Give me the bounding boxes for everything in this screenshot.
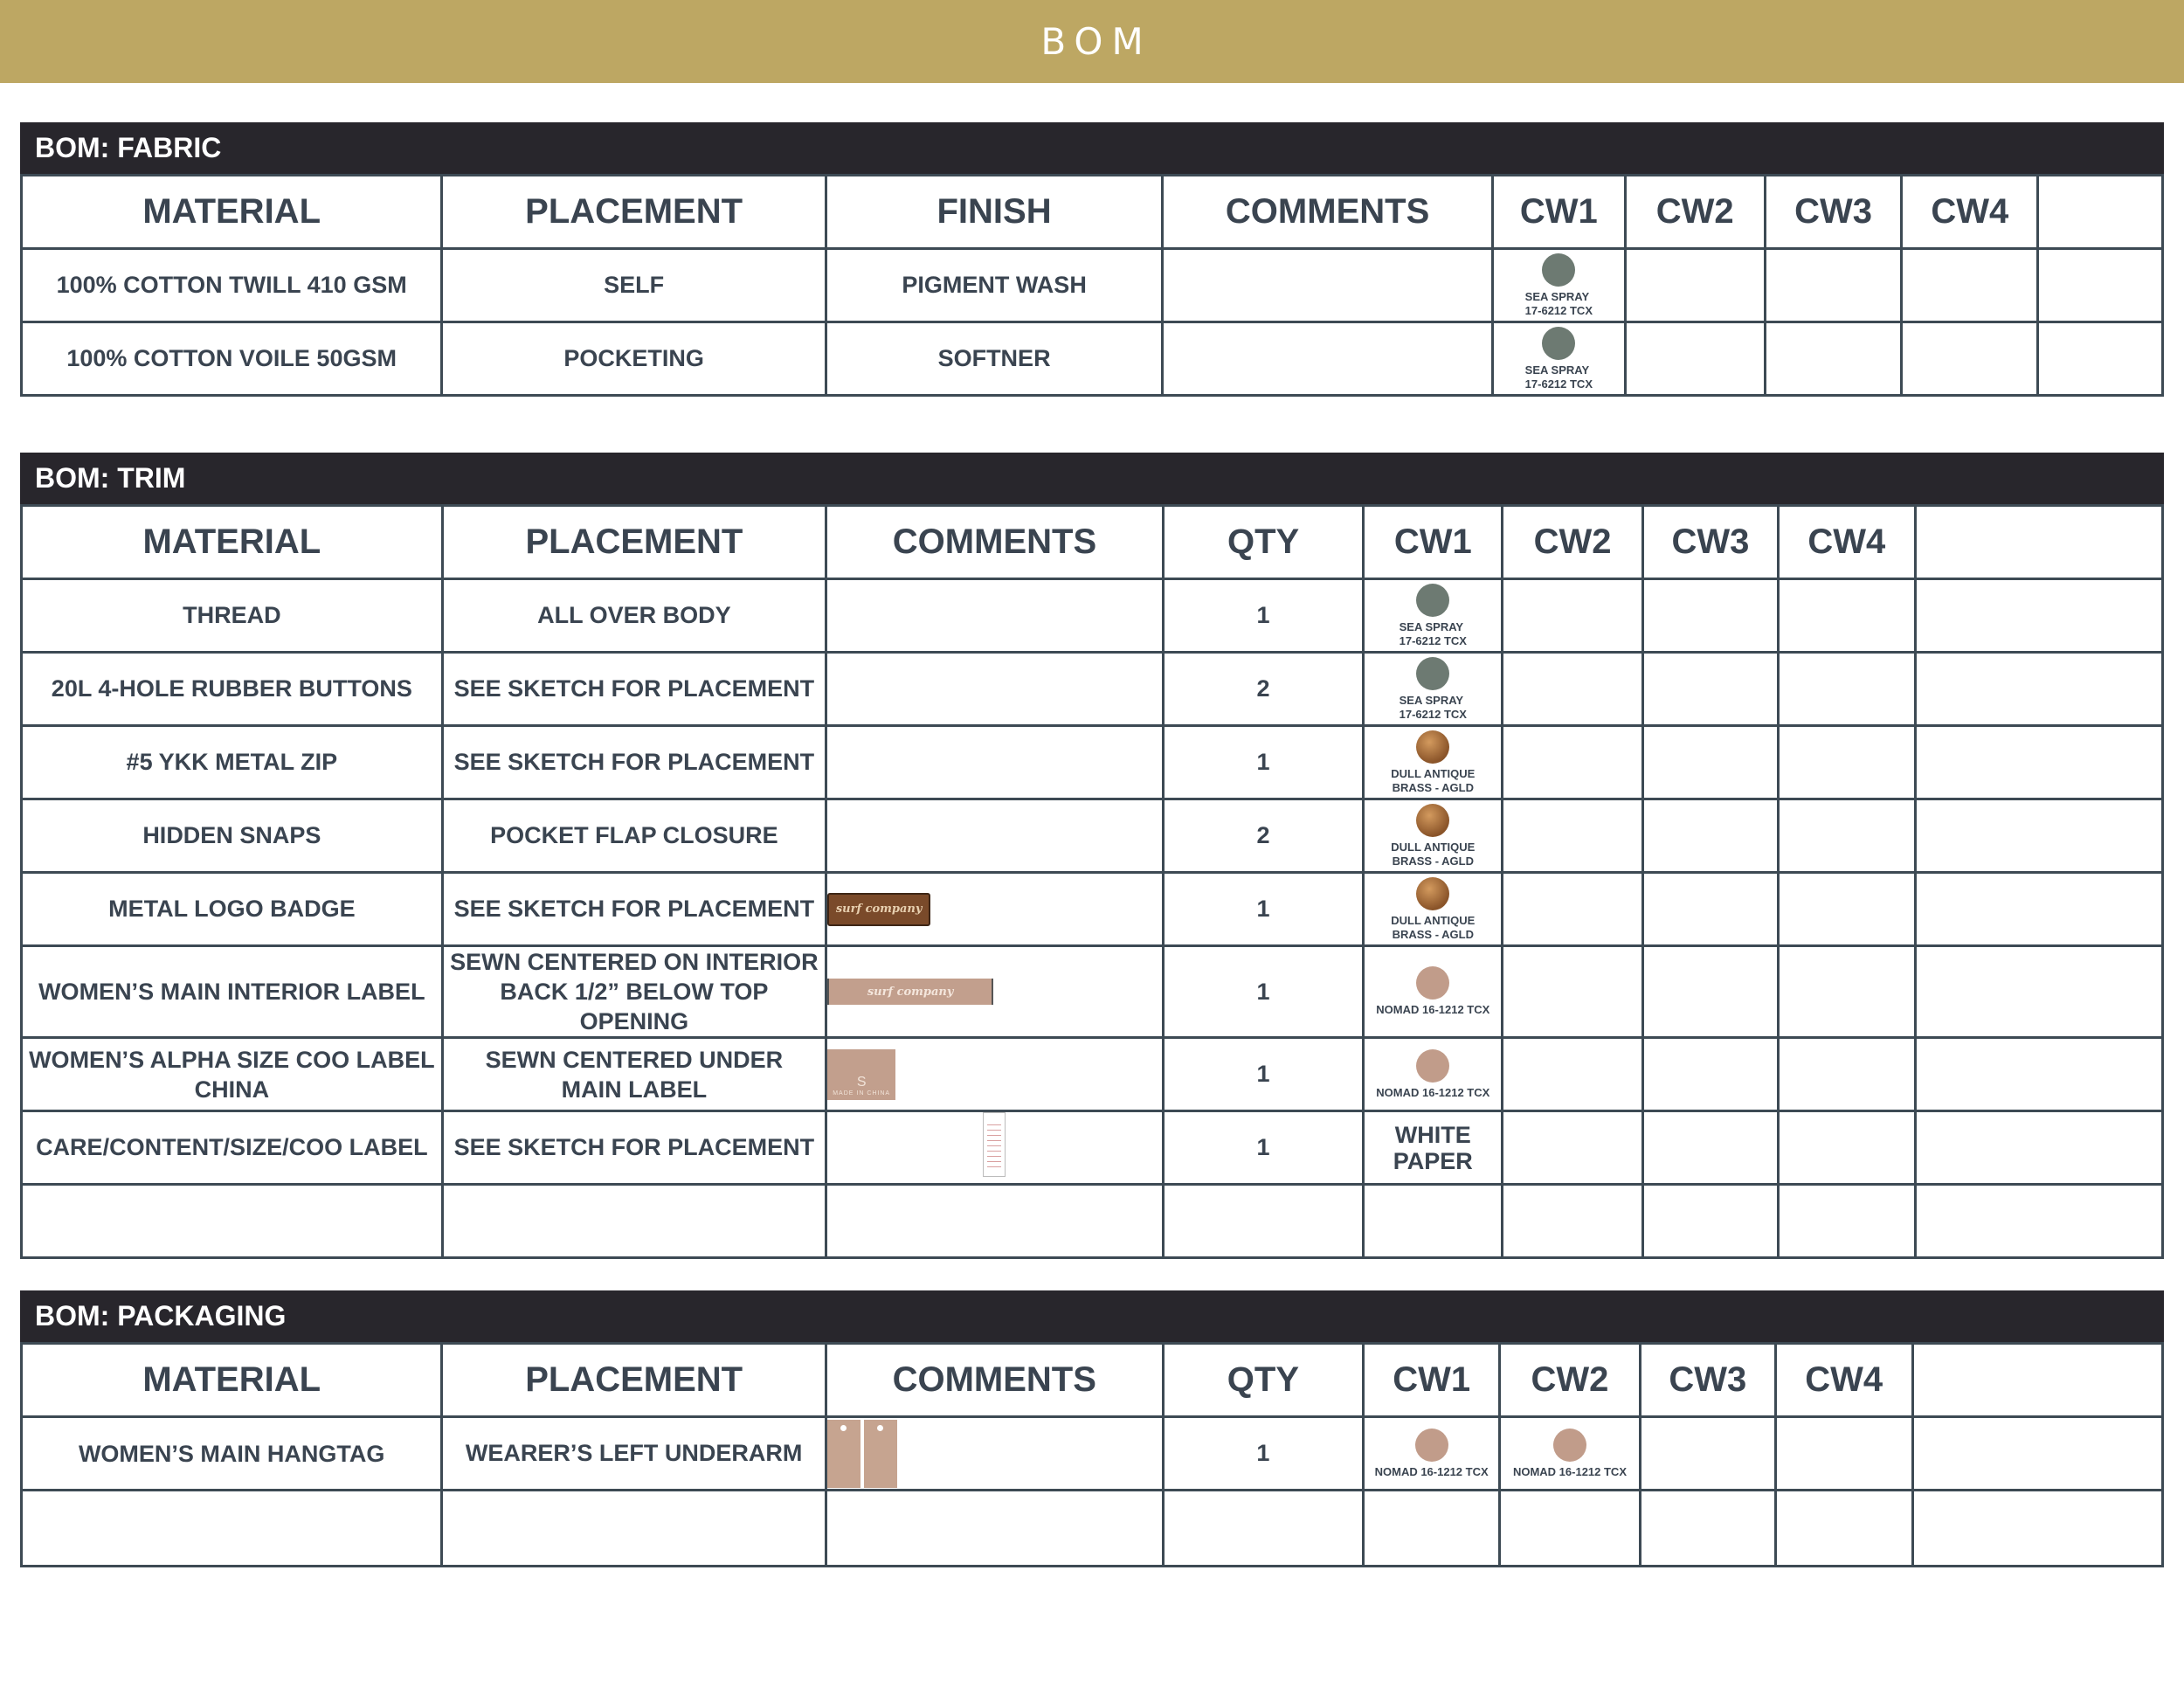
swatch-label: SEA SPRAY	[1399, 693, 1464, 707]
cw1-cell	[1492, 322, 1625, 396]
cw4-cell	[1902, 249, 2038, 322]
cw1-cell	[1364, 873, 1503, 946]
qty-cell: 1	[1163, 579, 1364, 653]
extra-cell	[1915, 799, 2162, 873]
swatch-code: BRASS - AGLD	[1392, 854, 1474, 868]
placement-cell: SEE SKETCH FOR PLACEMENT	[442, 726, 826, 799]
metal-badge-image	[827, 893, 930, 926]
extra-cell	[2038, 322, 2163, 396]
swatch-code: BRASS - AGLD	[1392, 780, 1474, 794]
table-row	[22, 1038, 2163, 1111]
cw3-cell	[1643, 1038, 1779, 1111]
qty-cell: 2	[1163, 653, 1364, 726]
cw2-cell	[1625, 322, 1765, 396]
cw1-line: PAPER	[1393, 1147, 1473, 1174]
cw2-cell	[1503, 579, 1643, 653]
swatch-code: 17-6212 TCX	[1524, 303, 1593, 317]
col-header-placement: PLACEMENT	[442, 176, 826, 249]
col-header-cw3: CW3	[1640, 1344, 1775, 1417]
page-header	[0, 0, 2184, 83]
swatch-label: DULL ANTIQUE	[1391, 840, 1476, 854]
table-row-empty	[22, 1491, 2163, 1567]
cw3-cell	[1643, 579, 1779, 653]
extra-cell	[1912, 1417, 2162, 1491]
placement-cell: SEE SKETCH FOR PLACEMENT	[442, 1111, 826, 1185]
size-label-coo-text: MADE IN CHINA	[833, 1090, 891, 1097]
col-header-placement: PLACEMENT	[442, 1344, 826, 1417]
col-header-qty: QTY	[1163, 1344, 1364, 1417]
extra-cell	[1915, 653, 2162, 726]
col-header-cw3: CW3	[1765, 176, 1902, 249]
material-cell: 100% COTTON VOILE 50GSM	[22, 322, 442, 396]
cw3-cell	[1765, 249, 1902, 322]
woven-label-text: surf company	[867, 985, 954, 999]
cw1-cell	[1364, 1417, 1500, 1491]
cw3-cell	[1765, 322, 1902, 396]
nomad-swatch	[1416, 966, 1449, 1000]
sea-spray-swatch	[1416, 657, 1449, 690]
page-title: BOM	[1040, 20, 1152, 63]
cw3-cell	[1643, 1111, 1779, 1185]
swatch-label: SEA SPRAY	[1399, 619, 1464, 633]
brass-swatch	[1416, 804, 1449, 837]
comments-cell	[1163, 249, 1493, 322]
cw1-cell	[1364, 1038, 1503, 1111]
col-header-cw1: CW1	[1364, 1344, 1500, 1417]
cw1-cell	[1364, 653, 1503, 726]
table-row-empty	[22, 1185, 2163, 1258]
col-header-extra	[2038, 176, 2163, 249]
table-row	[22, 653, 2163, 726]
qty-cell: 1	[1163, 1038, 1364, 1111]
material-cell: 100% COTTON TWILL 410 GSM	[22, 249, 442, 322]
comments-cell	[826, 873, 1164, 946]
comments-cell	[826, 799, 1164, 873]
swatch-label: DULL ANTIQUE	[1391, 913, 1476, 927]
cw4-cell	[1778, 946, 1915, 1038]
brass-swatch	[1416, 877, 1449, 910]
material-cell: CARE/CONTENT/SIZE/COO LABEL	[22, 1111, 443, 1185]
cw4-cell	[1778, 873, 1915, 946]
material-cell: 20L 4-HOLE RUBBER BUTTONS	[22, 653, 443, 726]
material-cell: METAL LOGO BADGE	[22, 873, 443, 946]
woven-label-image	[827, 979, 993, 1005]
cw1-line: WHITE	[1394, 1121, 1471, 1148]
extra-cell	[1915, 1038, 2162, 1111]
hangtag-front	[827, 1420, 860, 1488]
size-label-image	[827, 1049, 895, 1100]
placement-cell: POCKET FLAP CLOSURE	[442, 799, 826, 873]
placement-cell: WEARER’S LEFT UNDERARM	[442, 1417, 826, 1491]
extra-cell	[1915, 726, 2162, 799]
material-cell: WOMEN’S MAIN HANGTAG	[22, 1417, 442, 1491]
cw3-cell	[1643, 799, 1779, 873]
col-header-material: MATERIAL	[22, 1344, 442, 1417]
comments-cell	[826, 946, 1164, 1038]
material-line: WOMEN’S ALPHA SIZE COO LABEL	[29, 1046, 435, 1073]
qty-cell: 1	[1163, 726, 1364, 799]
table-row	[22, 249, 2163, 322]
swatch-label: NOMAD 16-1212 TCX	[1376, 1003, 1490, 1016]
placement-line: BACK 1/2” BELOW TOP OPENING	[500, 979, 769, 1034]
trim-table	[20, 504, 2164, 1259]
placement-cell: ALL OVER BODY	[442, 579, 826, 653]
cw4-cell	[1778, 579, 1915, 653]
cw1-cell	[1364, 579, 1503, 653]
cw2-cell	[1503, 799, 1643, 873]
care-label-image	[983, 1112, 1006, 1177]
col-header-comments: COMMENTS	[1163, 176, 1493, 249]
placement-line: MAIN LABEL	[561, 1076, 708, 1103]
hangtag-image	[827, 1420, 1162, 1488]
swatch-label: SEA SPRAY	[1524, 289, 1590, 303]
comments-cell	[826, 653, 1164, 726]
size-label-size-text: S	[856, 1074, 867, 1090]
trim-section-title: BOM: TRIM	[20, 453, 2164, 504]
cw4-cell	[1778, 726, 1915, 799]
comments-cell	[826, 1111, 1164, 1185]
finish-cell: SOFTNER	[826, 322, 1162, 396]
col-header-comments: COMMENTS	[826, 1344, 1163, 1417]
col-header-cw4: CW4	[1778, 506, 1915, 579]
comments-cell	[826, 726, 1164, 799]
packaging-section-title: BOM: PACKAGING	[20, 1290, 2164, 1342]
placement-line: SEWN CENTERED ON INTERIOR	[450, 949, 819, 975]
sea-spray-swatch	[1542, 253, 1575, 287]
comments-cell	[826, 579, 1164, 653]
sea-spray-swatch	[1416, 584, 1449, 617]
cw1-cell	[1364, 946, 1503, 1038]
material-cell: HIDDEN SNAPS	[22, 799, 443, 873]
finish-cell: PIGMENT WASH	[826, 249, 1162, 322]
comments-cell	[1163, 322, 1493, 396]
material-cell: #5 YKK METAL ZIP	[22, 726, 443, 799]
col-header-extra	[1915, 506, 2162, 579]
col-header-cw4: CW4	[1902, 176, 2038, 249]
placement-cell: SEE SKETCH FOR PLACEMENT	[442, 653, 826, 726]
table-row	[22, 946, 2163, 1038]
col-header-cw2: CW2	[1625, 176, 1765, 249]
qty-cell: 2	[1163, 799, 1364, 873]
table-row	[22, 799, 2163, 873]
cw4-cell	[1778, 1111, 1915, 1185]
col-header-qty: QTY	[1163, 506, 1364, 579]
comments-cell	[826, 1417, 1163, 1491]
extra-cell	[1915, 1111, 2162, 1185]
swatch-code: BRASS - AGLD	[1392, 927, 1474, 941]
nomad-swatch	[1416, 1049, 1449, 1083]
packaging-header-row	[22, 1344, 2163, 1417]
material-cell: THREAD	[22, 579, 443, 653]
trim-header-row	[22, 506, 2163, 579]
cw3-cell	[1643, 726, 1779, 799]
material-cell	[22, 1038, 443, 1111]
fabric-section-title: BOM: FABRIC	[20, 122, 2164, 174]
cw4-cell	[1778, 1038, 1915, 1111]
table-row	[22, 873, 2163, 946]
col-header-material: MATERIAL	[22, 176, 442, 249]
cw1-cell	[1364, 726, 1503, 799]
cw4-cell	[1778, 653, 1915, 726]
col-header-cw2: CW2	[1500, 1344, 1641, 1417]
comments-cell	[826, 1038, 1164, 1111]
placement-cell	[442, 1038, 826, 1111]
col-header-comments: COMMENTS	[826, 506, 1164, 579]
cw1-cell	[1492, 249, 1625, 322]
cw3-cell	[1643, 873, 1779, 946]
extra-cell	[1915, 946, 2162, 1038]
col-header-material: MATERIAL	[22, 506, 443, 579]
placement-line: SEWN CENTERED UNDER	[485, 1046, 784, 1073]
col-header-cw1: CW1	[1492, 176, 1625, 249]
placement-cell: SELF	[442, 249, 826, 322]
cw2-cell	[1503, 1038, 1643, 1111]
cw2-cell	[1625, 249, 1765, 322]
fabric-table	[20, 174, 2164, 397]
cw2-cell	[1503, 946, 1643, 1038]
packaging-table	[20, 1342, 2164, 1567]
brass-swatch	[1416, 730, 1449, 764]
col-header-placement: PLACEMENT	[442, 506, 826, 579]
swatch-label: NOMAD 16-1212 TCX	[1374, 1464, 1489, 1478]
cw2-cell	[1503, 653, 1643, 726]
qty-cell: 1	[1163, 1111, 1364, 1185]
placement-cell	[442, 946, 826, 1038]
qty-cell: 1	[1163, 946, 1364, 1038]
cw4-cell	[1902, 322, 2038, 396]
nomad-swatch	[1553, 1429, 1586, 1462]
table-row	[22, 322, 2163, 396]
placement-cell: POCKETING	[442, 322, 826, 396]
swatch-label: NOMAD 16-1212 TCX	[1376, 1085, 1490, 1099]
swatch-code: 17-6212 TCX	[1524, 377, 1593, 391]
table-row	[22, 1111, 2163, 1185]
placement-cell: SEE SKETCH FOR PLACEMENT	[442, 873, 826, 946]
extra-cell	[2038, 249, 2163, 322]
cw2-cell	[1503, 1111, 1643, 1185]
cw1-cell	[1364, 1111, 1503, 1185]
hangtag-back	[864, 1420, 897, 1488]
sea-spray-swatch	[1542, 327, 1575, 360]
swatch-label: SEA SPRAY	[1524, 363, 1590, 377]
material-cell: WOMEN’S MAIN INTERIOR LABEL	[22, 946, 443, 1038]
cw1-cell	[1364, 799, 1503, 873]
swatch-label: NOMAD 16-1212 TCX	[1512, 1464, 1627, 1478]
cw3-cell	[1640, 1417, 1775, 1491]
swatch-code: 17-6212 TCX	[1399, 633, 1467, 647]
cw4-cell	[1775, 1417, 1912, 1491]
cw3-cell	[1643, 653, 1779, 726]
col-header-cw1: CW1	[1364, 506, 1503, 579]
extra-cell	[1915, 579, 2162, 653]
table-row	[22, 579, 2163, 653]
swatch-label: DULL ANTIQUE	[1391, 766, 1476, 780]
col-header-cw4: CW4	[1775, 1344, 1912, 1417]
extra-cell	[1915, 873, 2162, 946]
badge-logo-text: surf company	[835, 903, 923, 916]
fabric-header-row	[22, 176, 2163, 249]
col-header-extra	[1912, 1344, 2162, 1417]
material-line: CHINA	[194, 1076, 270, 1103]
swatch-code: 17-6212 TCX	[1399, 707, 1467, 721]
cw2-cell	[1500, 1417, 1641, 1491]
cw2-cell	[1503, 873, 1643, 946]
qty-cell: 1	[1163, 1417, 1364, 1491]
col-header-cw3: CW3	[1643, 506, 1779, 579]
cw2-cell	[1503, 726, 1643, 799]
col-header-cw2: CW2	[1503, 506, 1643, 579]
nomad-swatch	[1415, 1429, 1448, 1462]
table-row	[22, 1417, 2163, 1491]
qty-cell: 1	[1163, 873, 1364, 946]
col-header-finish: FINISH	[826, 176, 1162, 249]
cw4-cell	[1778, 799, 1915, 873]
table-row	[22, 726, 2163, 799]
cw3-cell	[1643, 946, 1779, 1038]
